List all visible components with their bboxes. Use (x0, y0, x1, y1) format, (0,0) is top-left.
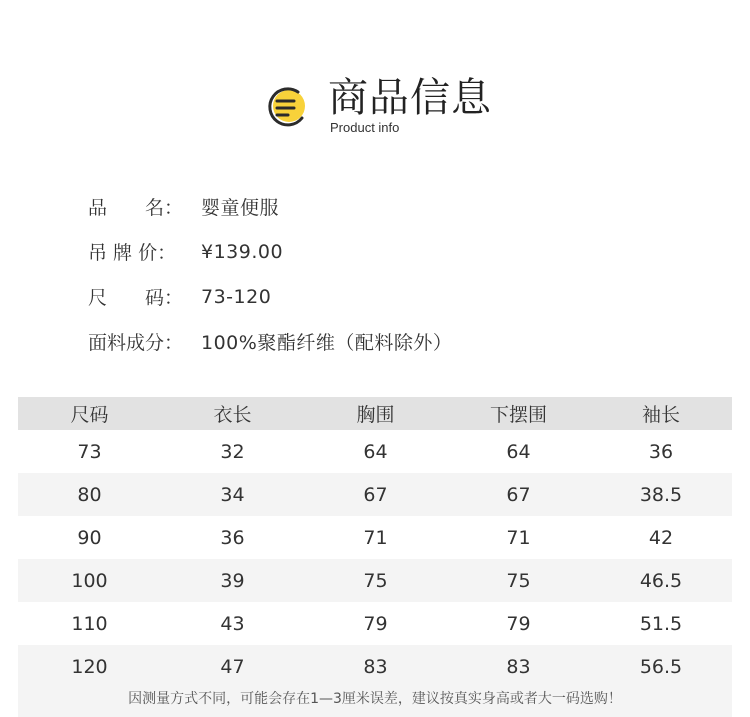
table-header-row (18, 397, 732, 430)
table-cell: 39 (220, 569, 245, 592)
info-row-size (88, 274, 688, 319)
table-cell: 75 (363, 569, 388, 592)
table-cell: 32 (220, 440, 245, 463)
table-cell: 73 (77, 440, 102, 463)
table-cell: 71 (363, 526, 388, 549)
page-subtitle: Product info (330, 120, 400, 135)
info-row-name (88, 184, 688, 229)
table-row (18, 602, 732, 645)
table-cell: 42 (648, 526, 674, 549)
table-cell: 64 (363, 440, 388, 463)
table-cell: 67 (506, 483, 531, 506)
table-cell: 79 (506, 612, 531, 635)
table-cell: 110 (71, 612, 108, 635)
page-title: 商品信息 (328, 75, 492, 121)
table-cell: 83 (363, 655, 388, 678)
product-info-list (88, 184, 688, 364)
table-cell: 47 (220, 655, 245, 678)
info-value: 100%聚酯纤维（配料除外） (201, 332, 453, 354)
table-row (18, 559, 732, 602)
table-cell: 90 (77, 526, 102, 549)
table-cell: 79 (363, 612, 388, 635)
info-row-material (88, 319, 688, 364)
table-row (18, 430, 732, 473)
table-header-cell: 尺码 (70, 404, 109, 426)
table-cell: 75 (506, 569, 531, 592)
table-cell: 83 (506, 655, 531, 678)
size-note: 因测量方式不同，可能会存在1—3厘米误差，建议按真实身高或者大一码选购！ (18, 688, 732, 717)
table-header-cell: 衣长 (213, 404, 252, 426)
info-value: ¥139.00 (201, 240, 284, 263)
table-header-cell: 胸围 (356, 404, 395, 426)
table-cell: 120 (71, 655, 108, 678)
product-info-header (0, 0, 750, 150)
table-cell: 36 (220, 526, 245, 549)
info-label: 品 名： (88, 197, 184, 219)
table-cell: 34 (220, 483, 245, 506)
table-cell: 46.5 (639, 569, 683, 592)
size-table (18, 397, 732, 688)
table-row (18, 645, 732, 688)
table-cell: 100 (71, 569, 108, 592)
table-cell: 36 (648, 440, 674, 463)
table-cell: 67 (363, 483, 388, 506)
info-label: 尺 码： (88, 287, 184, 309)
table-cell: 64 (506, 440, 531, 463)
document-lines-icon (264, 84, 310, 130)
table-cell: 38.5 (639, 483, 683, 506)
table-cell: 51.5 (639, 612, 683, 635)
info-row-price (88, 229, 688, 274)
info-value: 73-120 (201, 285, 272, 308)
table-row (18, 516, 732, 559)
table-row (18, 473, 732, 516)
table-header-cell: 下摆围 (489, 404, 547, 426)
table-cell: 71 (506, 526, 531, 549)
info-value: 婴童便服 (201, 197, 280, 219)
info-label: 吊 牌 价： (88, 242, 177, 264)
table-cell: 43 (220, 612, 245, 635)
table-cell: 80 (77, 483, 102, 506)
info-label: 面料成分： (88, 332, 184, 354)
table-header-cell: 袖长 (641, 404, 680, 426)
table-cell: 56.5 (639, 655, 683, 678)
